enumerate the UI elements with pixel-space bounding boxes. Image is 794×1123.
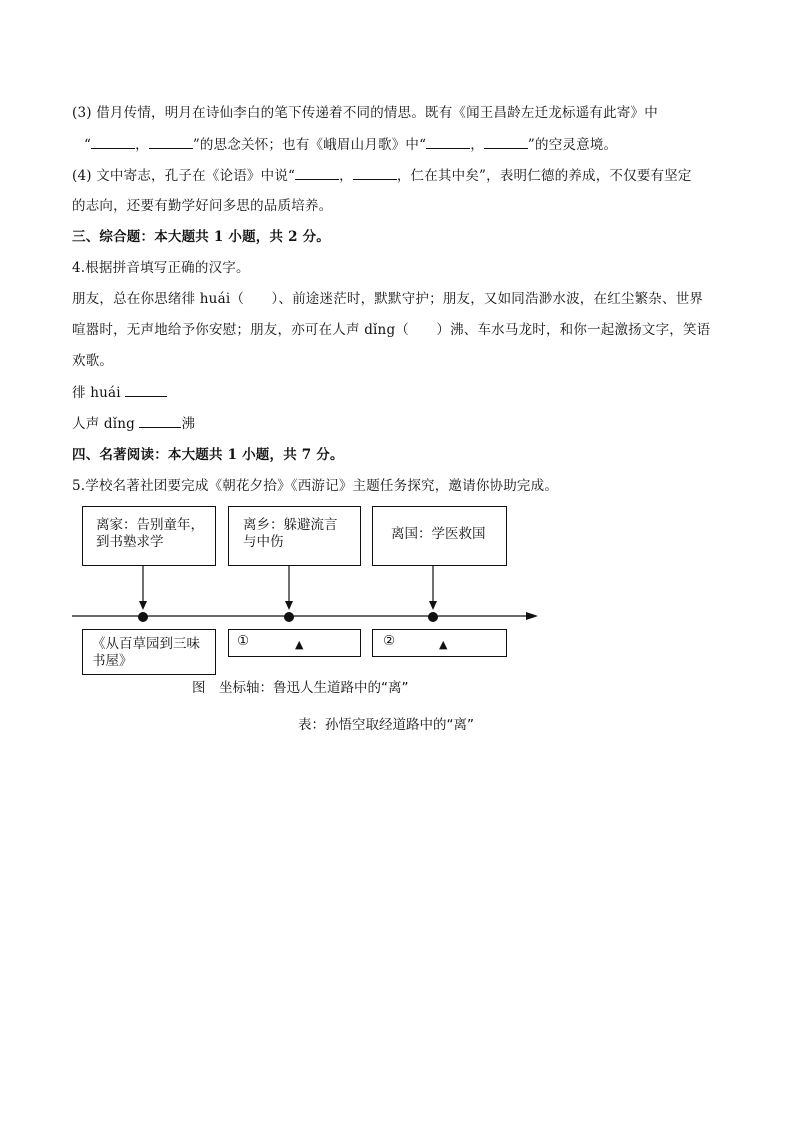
triangle-marker-icon: ▲ (295, 638, 304, 651)
q3-line-1: (3) 借月传情，明月在诗仙李白的笔下传递着不同的情思。既有《闻王昌龄左迁龙标遥有此寄》中 (72, 105, 658, 121)
box-text-line: 离乡：躲避流言 (243, 517, 338, 533)
timeline-point-3 (428, 612, 438, 622)
connector-arrowhead-2 (285, 601, 293, 610)
box-text-line: 与中伤 (243, 534, 284, 550)
box-text-line: 到书塾求学 (96, 534, 164, 550)
table-caption: 表：孙悟空取经道路中的“离” (298, 717, 474, 733)
q4-line-1 (72, 165, 692, 186)
section-3-heading: 三、综合题：本大题共 1 小题，共 2 分。 (72, 229, 330, 245)
passage-line-3: 欢歌。 (72, 353, 114, 369)
answer-blank[interactable] (125, 382, 167, 397)
connector-arrowhead-1 (139, 601, 147, 610)
axis-arrowhead (526, 612, 538, 620)
box-text-line: 《从百草园到三味 (92, 636, 200, 652)
answer-blank[interactable] (353, 165, 397, 180)
timeline-point-2 (284, 612, 294, 622)
answer-ding (72, 413, 195, 434)
answer-blank[interactable] (91, 134, 135, 149)
answer-ding-label: 人声 dǐng (72, 416, 140, 432)
answer-ding-suffix: 沸 (181, 416, 196, 432)
answer-blank[interactable] (149, 134, 193, 149)
box-text-line: 书屋》 (92, 653, 133, 669)
answer-huai-label: 徘 huái (72, 385, 126, 401)
box-leave-home (82, 506, 216, 566)
section-4-heading: 四、名著阅读：本大题共 1 小题，共 7 分。 (72, 447, 344, 463)
timeline-point-1 (138, 612, 148, 622)
passage-line-2: 喧嚣时，无声地给予你安慰；朋友，亦可在人声 dǐng（ ）沸、车水马龙时，和你一起激扬文字，笑语 (72, 322, 711, 338)
box-text-line: 离家：告别童年， (96, 517, 204, 533)
box-text-line: 离国：学医救国 (391, 526, 486, 542)
answer-blank[interactable] (139, 413, 181, 428)
figure-caption: 图 坐标轴：鲁迅人生道路中的“离” (192, 680, 409, 696)
q3-line-2-open-quote: “ (84, 137, 92, 153)
answer-box-2[interactable] (372, 629, 507, 657)
box-leave-hometown (228, 506, 361, 566)
q3-line-2 (84, 134, 617, 155)
answer-blank[interactable] (295, 165, 339, 180)
box-book-title (82, 629, 216, 675)
q3-line-2-comma: ， (135, 137, 149, 153)
box-leave-country (372, 506, 507, 566)
answer-box-number: ② (383, 633, 396, 649)
answer-box-number: ① (237, 633, 250, 649)
q4-line-2: 的志向，还要有勤学好问多思的品质培养。 (72, 198, 333, 214)
q3-line-2-mid: ”的思念关怀；也有《峨眉山月歌》中“ (192, 137, 427, 153)
connector-arrowhead-3 (429, 601, 437, 610)
answer-box-1[interactable] (228, 629, 361, 657)
q4-line-1-end: ，仁在其中矣”，表明仁德的养成，不仅要有坚定 (396, 168, 692, 184)
triangle-marker-icon: ▲ (439, 638, 448, 651)
answer-blank[interactable] (484, 134, 528, 149)
q3-line-2-end: ”的空灵意境。 (527, 137, 618, 153)
q4-prompt: 4.根据拼音填写正确的汉字。 (72, 260, 250, 276)
q3-line-2-comma-2: ， (470, 137, 484, 153)
q4-line-1-start: (4) 文中寄志，孔子在《论语》中说“ (72, 168, 296, 184)
q5-prompt: 5.学校名著社团要完成《朝花夕拾》《西游记》主题任务探究，邀请你协助完成。 (72, 478, 559, 494)
q4-line-1-comma: ， (339, 168, 353, 184)
answer-blank[interactable] (426, 134, 470, 149)
answer-huai (72, 382, 167, 403)
passage-line-1: 朋友，总在你思绪徘 huái（ ）、前途迷茫时，默默守护；朋友，又如同浩渺水波，在红尘繁杂、世界 (72, 291, 704, 307)
